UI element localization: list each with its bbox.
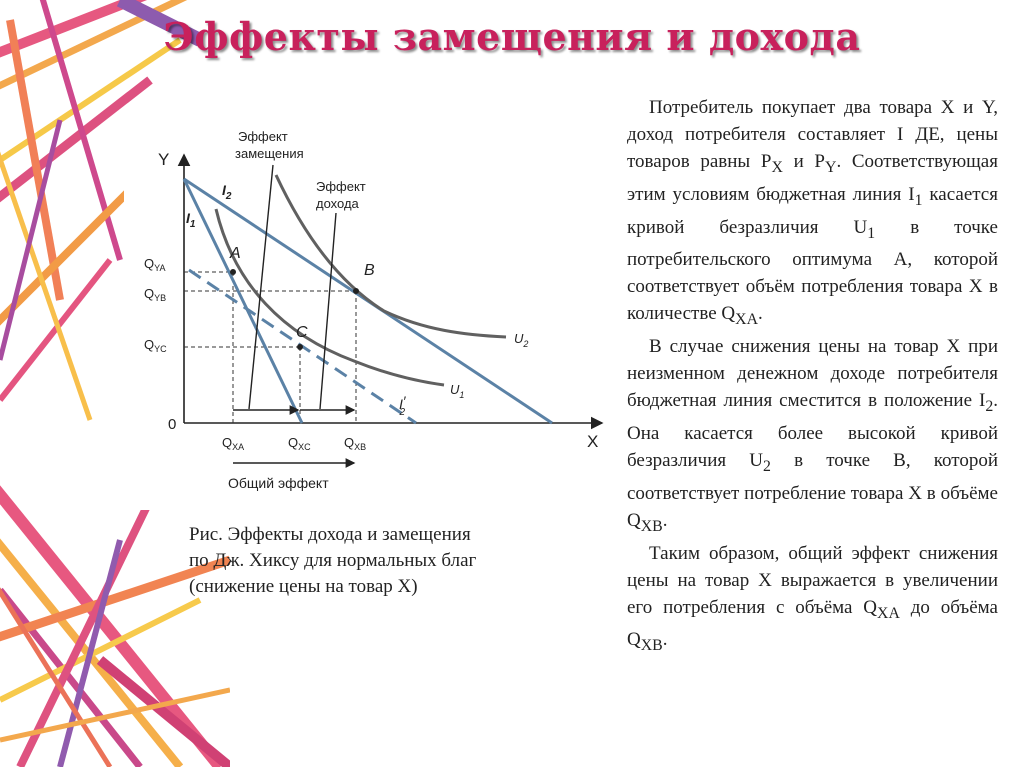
curve-u1-label: $U_1$ xyxy=(450,382,465,400)
q-yc-label: $Q_{YC}$ xyxy=(144,337,167,354)
point-a-marker xyxy=(230,269,236,275)
budget-i1-label: $I_1$ xyxy=(186,210,196,230)
q-ya-label: $Q_{YA}$ xyxy=(144,256,166,273)
substitution-label: Эффект замещения xyxy=(235,129,304,161)
q-yb-label: $Q_{YB}$ xyxy=(144,286,167,303)
x-axis-label: X xyxy=(587,432,599,451)
budget-i2-label: $I_2$ xyxy=(222,182,232,202)
curve-u2-label: $U_2$ xyxy=(514,331,529,349)
q-xc-label: $Q_{XC}$ xyxy=(288,435,311,452)
origin-label: 0 xyxy=(168,416,177,433)
point-c-marker xyxy=(297,344,303,350)
figure-caption: Рис. Эффекты дохода и замещения по Дж. Хиксу для нормальных благ (снижение цены на товар Х) xyxy=(189,524,477,597)
paragraph-1: Потребитель покупает два товара X и Y, доход потребителя составляет I ДЕ, цены товаров равны $P_X$ и $P_Y$. Соответствующая этим условиям бюджетная линия $I_1$ касается кривой безразличия $U_1$ в точке потребительского оптимума A, которой соответствует объём потребления товара X в количестве $Q_{XA}$. xyxy=(627,97,998,329)
y-axis-label: Y xyxy=(158,150,170,169)
hicks-diagram xyxy=(124,125,614,510)
explanation-text xyxy=(627,94,998,659)
q-xb-label: $Q_{XB}$ xyxy=(344,435,367,452)
q-xa-label: $Q_{XA}$ xyxy=(222,435,245,452)
total-effect-label: Общий эффект xyxy=(228,475,329,491)
slide-title: Эффекты замещения и дохода xyxy=(163,14,861,59)
paragraph-2: В случае снижения цены на товар X при неизменном денежном доходе потребителя бюджетная линия сместится в положение $I_2$. Она касается более высокой кривой безразличия $U_2$ в точке B, которой соответствует потребление товара X в объёме $Q_{XB}$. xyxy=(627,336,998,535)
point-c-label: C xyxy=(296,324,308,341)
paragraph-3: Таким образом, общий эффект снижения цены на товар X выражается в увеличении его потребления с объёма $Q_{XA}$ до объёма $Q_{XB}$. xyxy=(627,542,998,655)
point-b-marker xyxy=(353,288,359,294)
point-a-label: A xyxy=(230,245,241,262)
budget-i2-prime-label: I′ 2 xyxy=(399,393,406,418)
point-b-label: B xyxy=(364,262,375,279)
income-label: Эффект дохода xyxy=(316,179,366,211)
